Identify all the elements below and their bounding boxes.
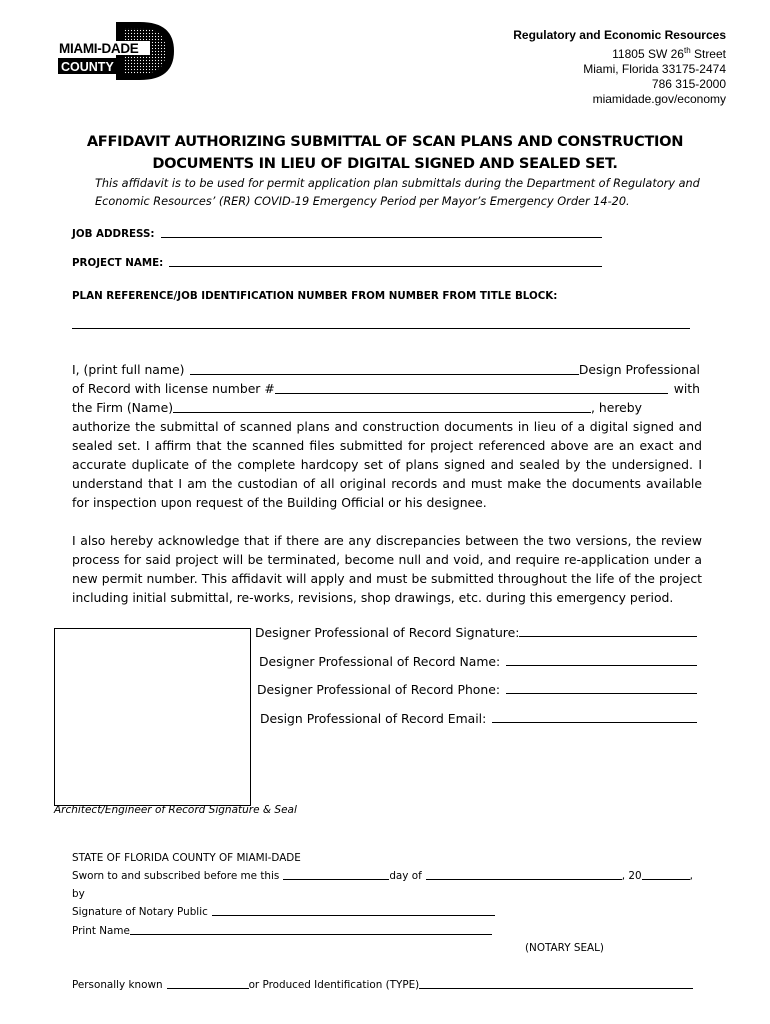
print-name-label: I, (print full name) bbox=[72, 362, 185, 377]
name-label: Designer Professional of Record Name: bbox=[259, 654, 501, 669]
plan-reference-line[interactable] bbox=[72, 328, 690, 329]
email-line[interactable] bbox=[492, 722, 697, 723]
name-line[interactable] bbox=[506, 665, 697, 666]
produced-id-line[interactable] bbox=[419, 988, 693, 989]
affidavit-title bbox=[60, 131, 710, 175]
project-name-field[interactable] bbox=[72, 257, 602, 269]
firm-name-row bbox=[72, 398, 700, 417]
license-number-label: of Record with license number # bbox=[72, 381, 275, 396]
license-number-line[interactable] bbox=[275, 393, 668, 394]
signature-row bbox=[255, 625, 697, 640]
signature-seal-box[interactable] bbox=[54, 628, 251, 806]
produced-id-label: or Produced Identification (TYPE) bbox=[248, 979, 420, 991]
by-row bbox=[72, 888, 85, 900]
street-number: 11805 SW 26 bbox=[612, 47, 684, 61]
notary-signature-label: Signature of Notary Public bbox=[72, 906, 208, 918]
day-of-label: day of bbox=[389, 870, 422, 882]
street-name: Street bbox=[690, 47, 726, 61]
name-row bbox=[259, 654, 697, 669]
year-line[interactable] bbox=[642, 879, 690, 880]
miami-dade-county-logo bbox=[58, 20, 176, 82]
notary-signature-line[interactable] bbox=[212, 915, 495, 916]
job-address-line[interactable] bbox=[161, 237, 602, 238]
with-label: with bbox=[673, 381, 700, 396]
notary-seal-label: (NOTARY SEAL) bbox=[525, 942, 604, 954]
phone-row bbox=[257, 682, 697, 697]
notary-print-name-line[interactable] bbox=[130, 934, 492, 935]
project-name-line[interactable] bbox=[169, 266, 602, 267]
logo-text-line2: COUNTY bbox=[61, 60, 114, 74]
notary-print-name-label: Print Name bbox=[72, 925, 130, 937]
print-name-row bbox=[72, 360, 700, 379]
intro-text: This affidavit is to be used for permit application plan submittals during the Department of Regulatory and Economic Resources’ (RER) COVID-19 Emergency Period per Mayor’s Emergency Order 14-20. bbox=[95, 177, 700, 208]
notary-state-county: STATE OF FLORIDA COUNTY OF MIAMI-DADE bbox=[72, 852, 301, 864]
hereby-label: , hereby bbox=[591, 400, 642, 415]
plan-reference-label bbox=[72, 286, 557, 304]
plan-reference-text: PLAN REFERENCE/JOB IDENTIFICATION NUMBER FROM NUMBER FROM TITLE BLOCK: bbox=[72, 290, 558, 302]
signature-line[interactable] bbox=[519, 636, 697, 637]
logo-text-line1: MIAMI-DADE bbox=[59, 41, 139, 56]
job-address-label: JOB ADDRESS: bbox=[72, 228, 155, 240]
affirmation-paragraph: authorize the submittal of scanned plans and construction documents in lieu of a digital signed and sealed set. I affirm that the scanned files submitted for project referenced above are an exact and accurate duplicate of the complete hardcopy set of plans signed and sealed by the undersigned. I understand that I am the custodian of all original records and must make the documents available for inspection upon request of the Building Official or his designee. bbox=[72, 419, 702, 510]
sworn-row: Sworn to and subscribed before me this day of , 20 , bbox=[72, 870, 693, 882]
city-state-zip: Miami, Florida 33175-2474 bbox=[583, 62, 726, 76]
print-name-notary-row bbox=[72, 925, 492, 937]
street-address bbox=[513, 43, 726, 62]
phone-label: Designer Professional of Record Phone: bbox=[257, 682, 501, 697]
seal-label: Architect/Engineer of Record Signature & Seal bbox=[54, 804, 297, 816]
email-label: Design Professional of Record Email: bbox=[260, 711, 487, 726]
firm-name-label: the Firm (Name) bbox=[72, 400, 174, 415]
personally-known-label: Personally known bbox=[72, 979, 163, 991]
email-row bbox=[260, 711, 697, 726]
identification-row bbox=[72, 979, 693, 991]
firm-name-line[interactable] bbox=[173, 412, 591, 413]
year-prefix-label: , 20 bbox=[621, 870, 642, 882]
county-d-logo-icon bbox=[58, 20, 176, 82]
notary-signature-row bbox=[72, 906, 495, 918]
personally-known-line[interactable] bbox=[167, 988, 249, 989]
department-address bbox=[513, 28, 726, 107]
acknowledgement-paragraph: I also hereby acknowledge that if there are any discrepancies between the two versions, the review process for said project will be terminated, become null and void, and require re-application under a new permit number. This affidavit will apply and must be submitted throughout the life of the project including initial submittal, re-works, revisions, shop drawings, etc. during this emergency period. bbox=[72, 533, 702, 605]
month-line[interactable] bbox=[426, 879, 622, 880]
design-professional-label: Design Professional bbox=[578, 362, 700, 377]
sworn-label: Sworn to and subscribed before me this bbox=[72, 870, 280, 882]
license-number-row bbox=[72, 379, 700, 398]
signature-label: Designer Professional of Record Signature: bbox=[255, 625, 520, 640]
title-line1: AFFIDAVIT AUTHORIZING SUBMITTAL OF SCAN PLANS AND CONSTRUCTION bbox=[86, 133, 684, 150]
title-line2: DOCUMENTS IN LIEU OF DIGITAL SIGNED AND SEALED SET. bbox=[152, 155, 618, 172]
website[interactable]: miamidade.gov/economy bbox=[592, 92, 726, 106]
phone-number: 786 315-2000 bbox=[651, 77, 726, 91]
by-label: by bbox=[72, 888, 85, 900]
project-name-label: PROJECT NAME: bbox=[72, 257, 164, 269]
job-address-field[interactable] bbox=[72, 228, 602, 240]
department-name: Regulatory and Economic Resources bbox=[513, 28, 726, 42]
street-ordinal: th bbox=[683, 46, 691, 55]
print-name-line[interactable] bbox=[190, 374, 578, 375]
sworn-day-line[interactable] bbox=[283, 879, 389, 880]
phone-line[interactable] bbox=[506, 693, 697, 694]
